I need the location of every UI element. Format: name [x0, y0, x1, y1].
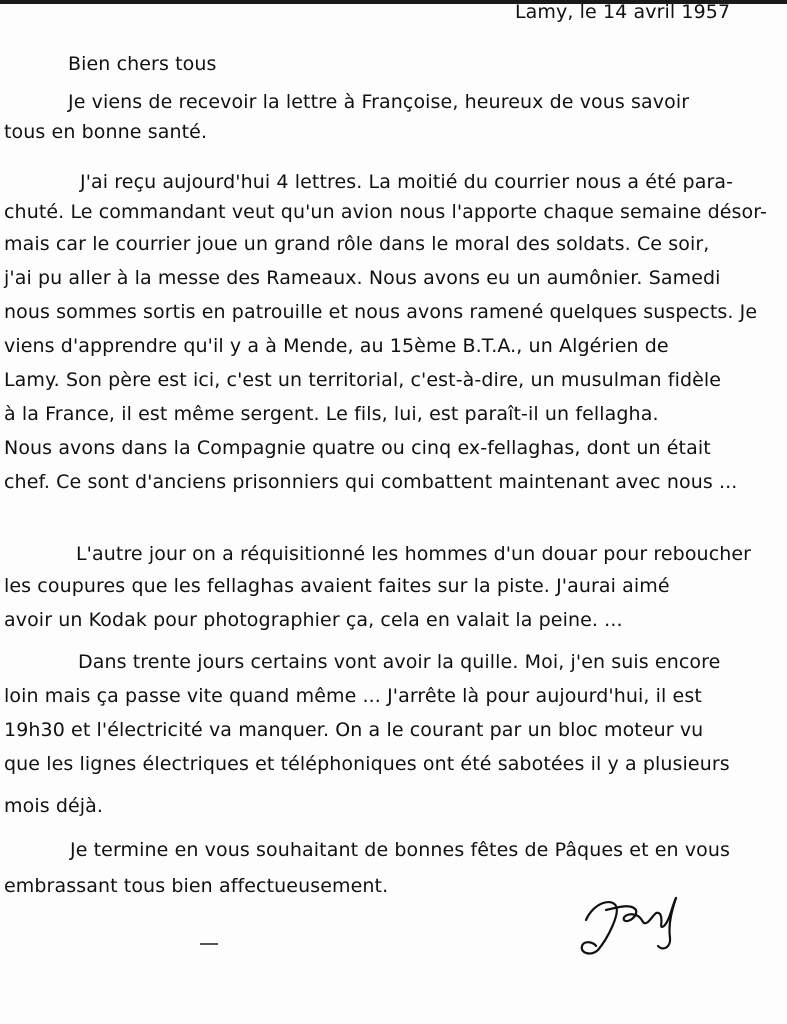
letter-line: à la France, il est même sergent. Le fils, lui, est paraît-il un fellagha.: [4, 403, 659, 425]
letter-line: chef. Ce sont d'anciens prisonniers qui combattent maintenant avec nous ...: [4, 471, 738, 493]
letter-line: Je viens de recevoir la lettre à Françoise, heureux de vous savoir: [68, 91, 690, 113]
letter-line: Nous avons dans la Compagnie quatre ou cinq ex-fellaghas, dont un était: [4, 437, 711, 459]
ink-smudge: [200, 943, 218, 945]
letter-salutation: Bien chers tous: [68, 53, 217, 75]
handwritten-signature: [572, 880, 692, 960]
letter-line: nous sommes sortis en patrouille et nous avons ramené quelques suspects. Je: [4, 301, 758, 323]
letter-line: avoir un Kodak pour photographier ça, cela en valait la peine. ...: [4, 609, 623, 631]
letter-line: Dans trente jours certains vont avoir la quille. Moi, j'en suis encore: [78, 651, 721, 673]
letter-date: Lamy, le 14 avril 1957: [515, 1, 731, 23]
letter-line: L'autre jour on a réquisitionné les hommes d'un douar pour reboucher: [76, 543, 752, 565]
letter-line: chuté. Le commandant veut qu'un avion nous l'apporte chaque semaine désor-: [4, 201, 767, 223]
letter-line: J'ai reçu aujourd'hui 4 lettres. La moitié du courrier nous a été para-: [80, 171, 734, 193]
letter-line: 19h30 et l'électricité va manquer. On a le courant par un bloc moteur vu: [4, 719, 704, 741]
letter-line: viens d'apprendre qu'il y a à Mende, au 15ème B.T.A., un Algérien de: [4, 335, 669, 357]
letter-line: tous en bonne santé.: [4, 121, 208, 143]
letter-line: j'ai pu aller à la messe des Rameaux. Nous avons eu un aumônier. Samedi: [4, 267, 721, 289]
letter-line: loin mais ça passe vite quand même ... J'arrête là pour aujourd'hui, il est: [4, 685, 702, 707]
letter-line: Lamy. Son père est ici, c'est un territorial, c'est-à-dire, un musulman fidèle: [4, 369, 722, 391]
letter-line: que les lignes électriques et téléphoniques ont été sabotées il y a plusieurs: [4, 753, 730, 775]
letter-line: les coupures que les fellaghas avaient faites sur la piste. J'aurai aimé: [4, 575, 670, 597]
letter-line: embrassant tous bien affectueusement.: [4, 875, 389, 897]
letter-line: mois déjà.: [4, 795, 104, 817]
letter-line: Je termine en vous souhaitant de bonnes fêtes de Pâques et en vous: [70, 839, 731, 861]
letter-line: mais car le courrier joue un grand rôle dans le moral des soldats. Ce soir,: [4, 233, 710, 255]
